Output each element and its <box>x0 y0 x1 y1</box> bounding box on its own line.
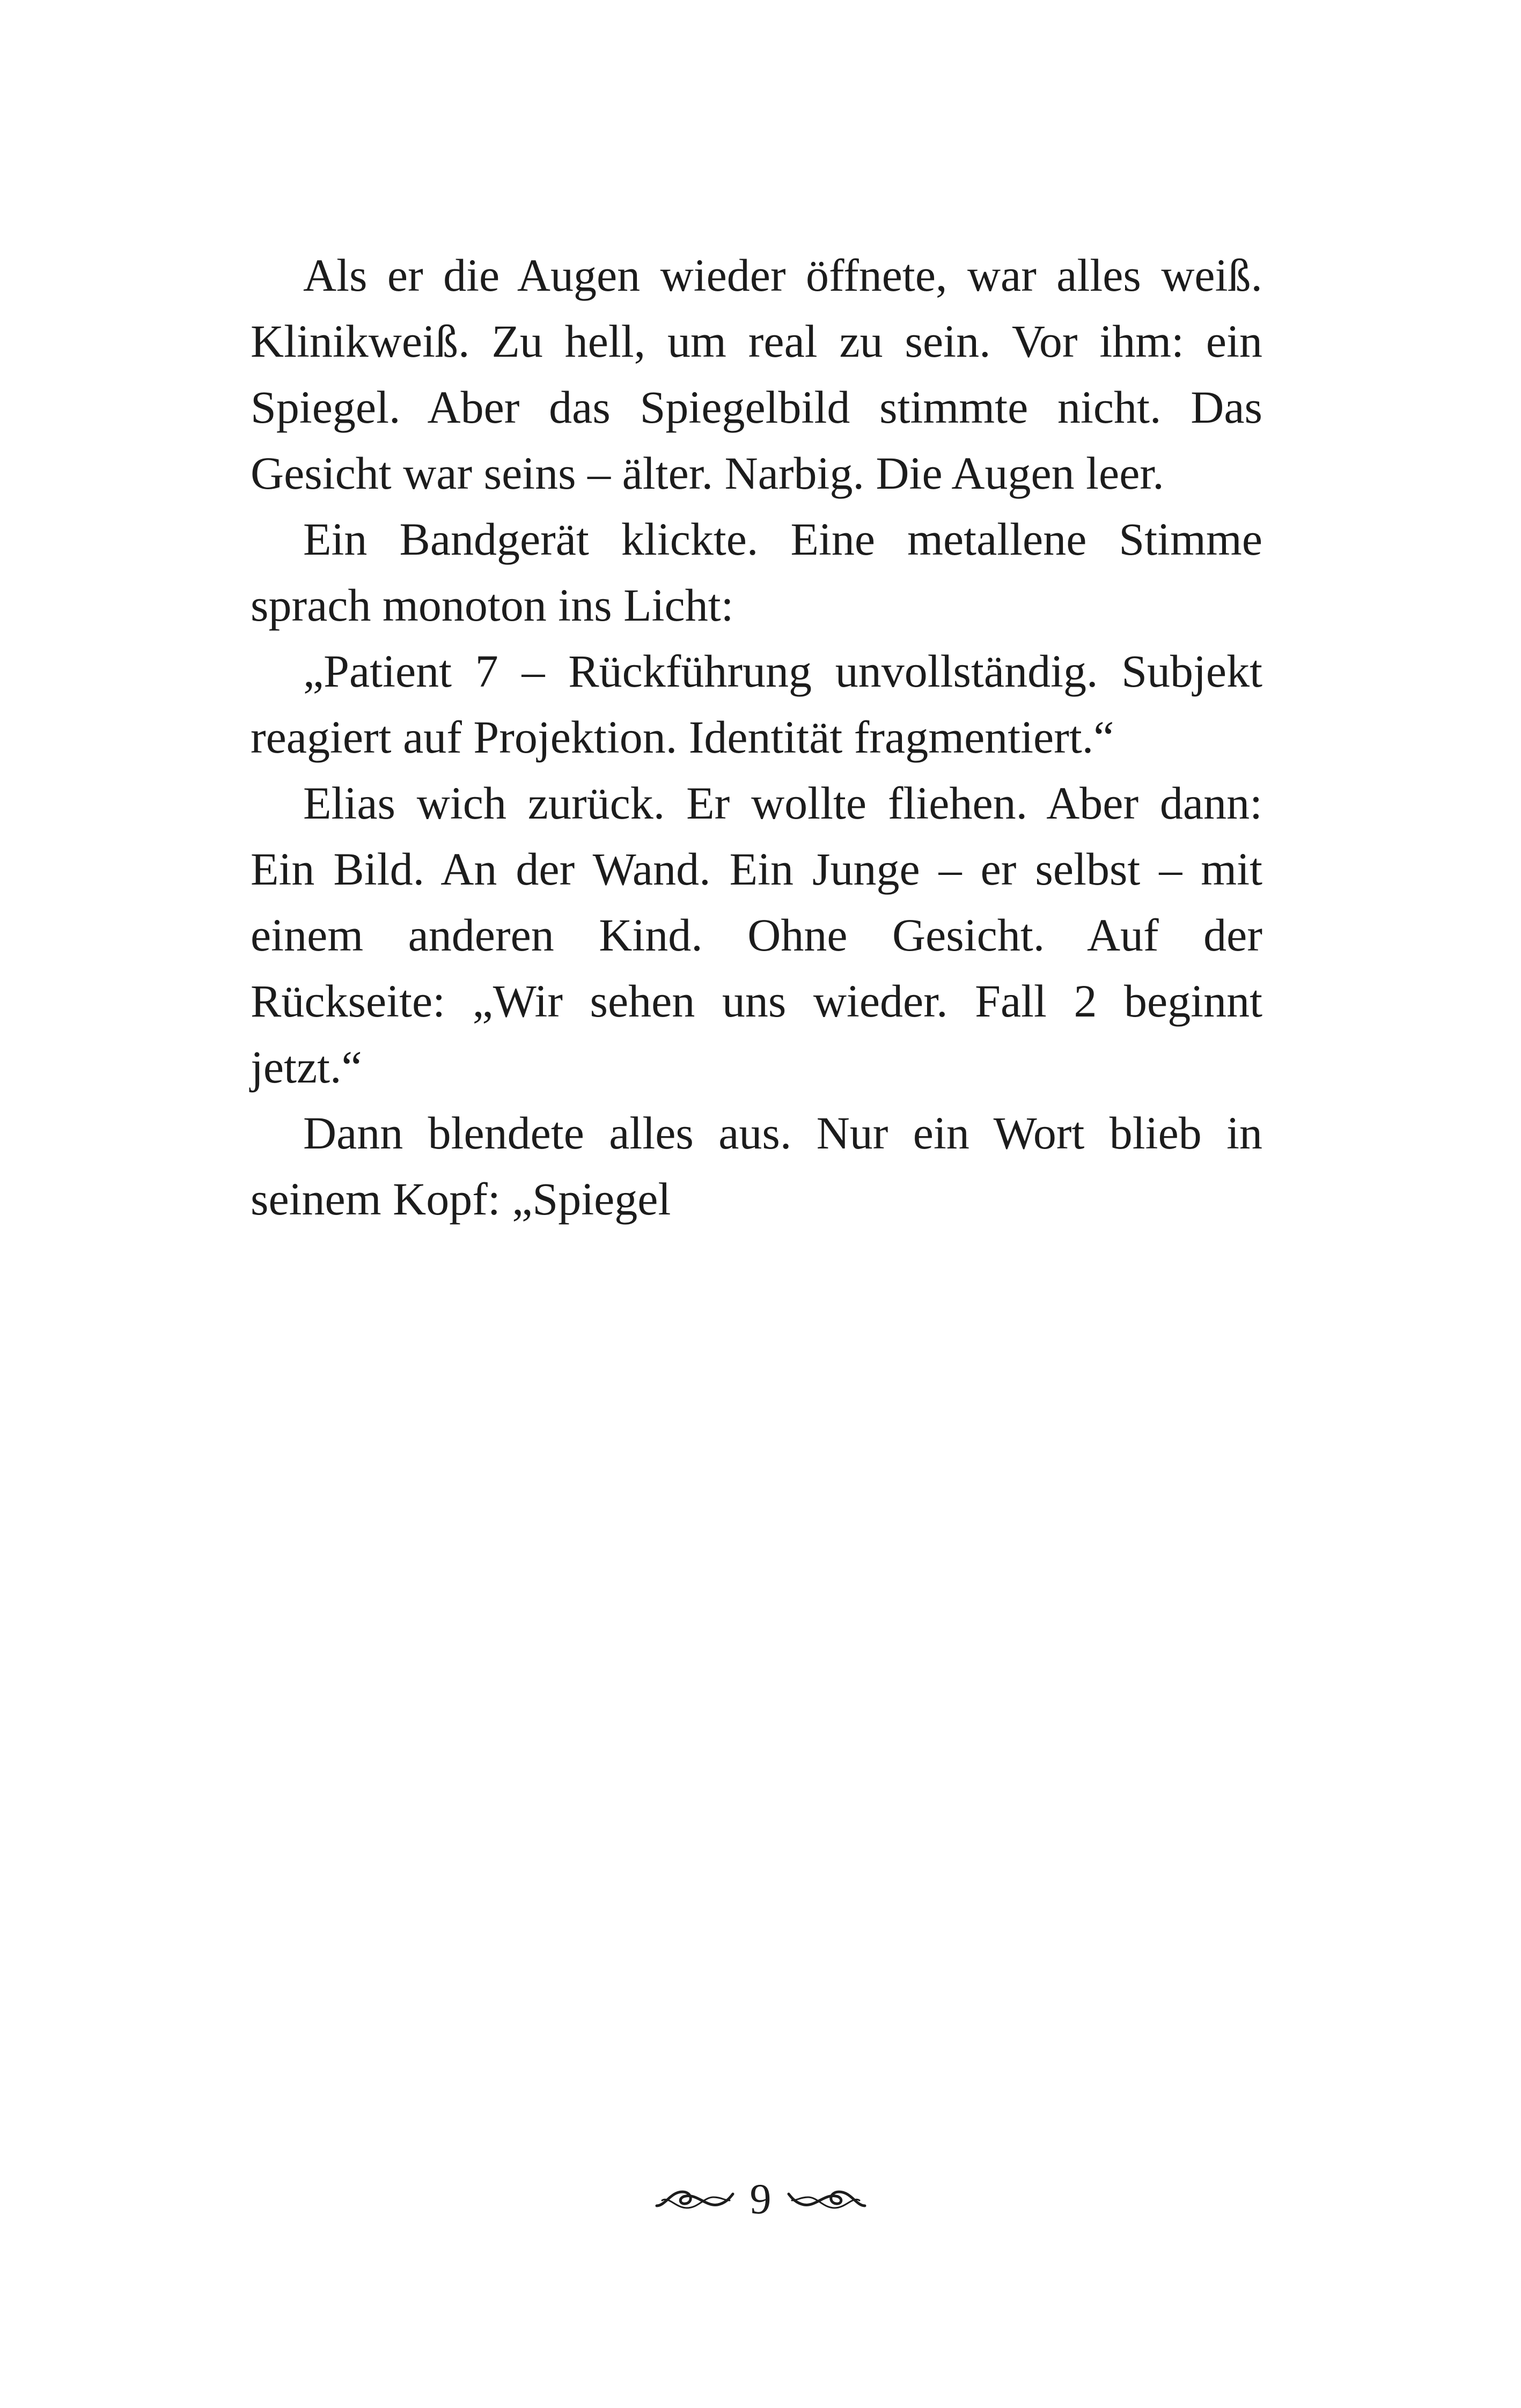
body-text <box>251 242 1262 1232</box>
paragraph-5: Dann blendete alles aus. Nur ein Wort blieb in seinem Kopf: „Spiegel <box>251 1107 1262 1225</box>
flourish-left-icon <box>655 2184 735 2214</box>
page-number: 9 <box>750 2176 771 2223</box>
paragraph-1: Als er die Augen wieder öffnete, war alles weiß. Klinikweiß. Zu hell, um real zu sein. Vor ihm: ein Spiegel. Aber das Spiegelbild stimmte nicht. Das Gesicht war seins – älter. Narbig. Die Augen leer. <box>251 249 1262 499</box>
paragraph-4: Elias wich zurück. Er wollte fliehen. Aber dann: Ein Bild. An der Wand. Ein Junge – er selbst – mit einem anderen Kind. Ohne Gesicht. Auf der Rückseite: „Wir sehen uns wieder. Fall 2 beginnt jetzt.“ <box>251 777 1262 1093</box>
page-footer <box>0 2173 1521 2226</box>
paragraph-3: „Patient 7 – Rückführung unvollständig. Subjekt reagiert auf Projektion. Identität fragmentiert.“ <box>251 645 1262 763</box>
paragraph-2: Ein Bandgerät klickte. Eine metallene Stimme sprach monoton ins Licht: <box>251 513 1262 631</box>
flourish-right-icon <box>787 2184 867 2214</box>
